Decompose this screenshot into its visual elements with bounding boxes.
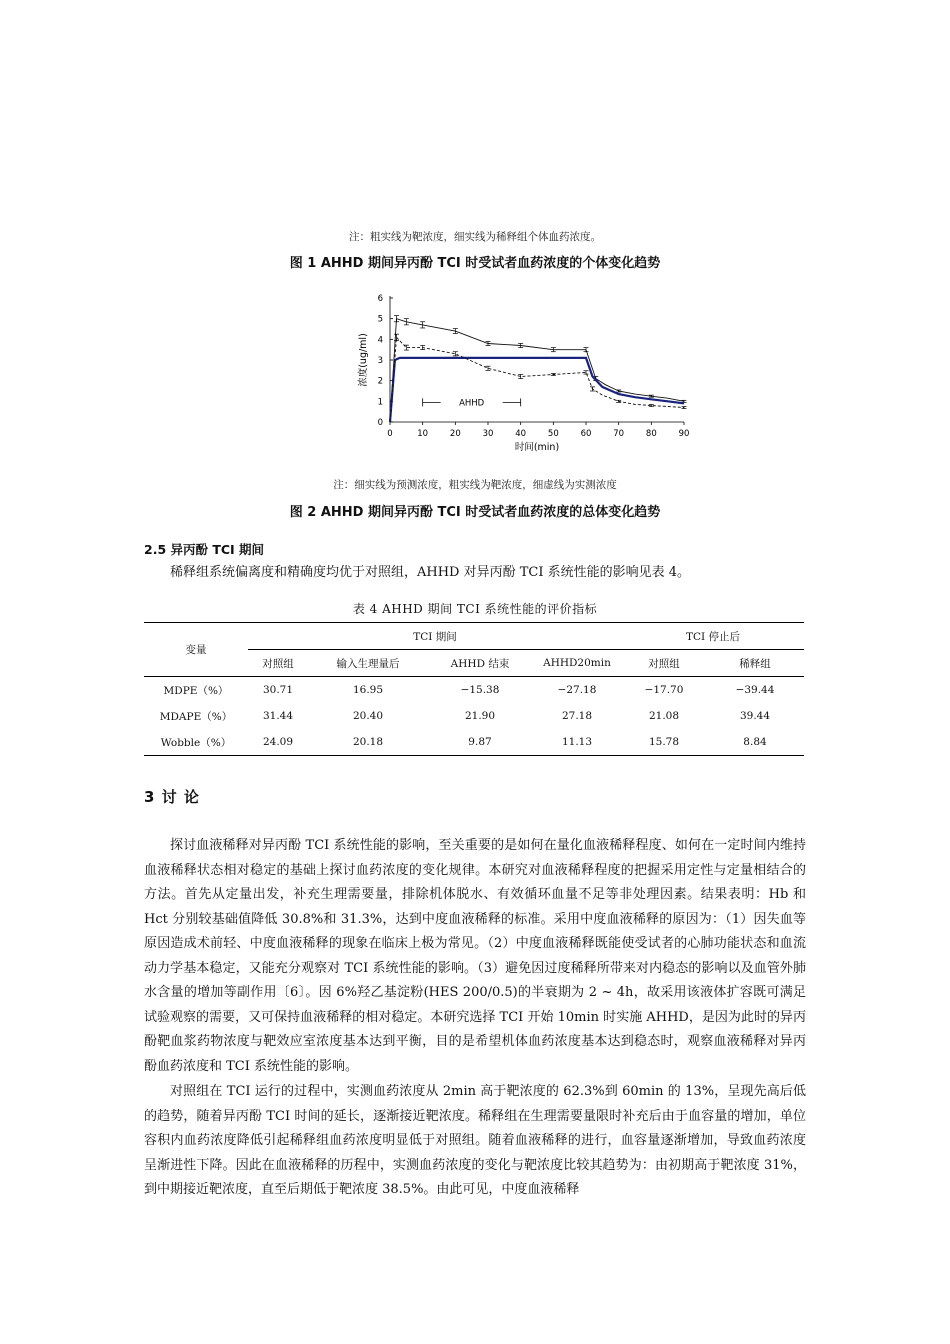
table4-row-label: MDAPE（%） [159, 710, 233, 723]
series-line-1 [390, 319, 684, 422]
table4-cell: −15.38 [460, 684, 500, 696]
section-2-5-text: 稀释组系统偏离度和精确度均优于对照组，AHHD 对异丙酚 TCI 系统性能的影响见表 4。 [170, 565, 691, 580]
table4-row-label: Wobble（%） [160, 736, 232, 749]
table4-col-variable: 变量 [144, 623, 248, 677]
x-tick-label: 50 [547, 429, 559, 439]
y-tick-label: 1 [377, 397, 383, 408]
table4-subheader: 稀释组 [739, 657, 771, 670]
table4-subheader: AHHD20min [543, 657, 611, 669]
section-3-para-1: 探讨血液稀释对异丙酚 TCI 系统性能的影响，至关重要的是如何在量化血液稀释程度、如何在一定时间内维持血液稀释状态相对稳定的基础上探讨血药浓度的变化规律。本研究对血液稀释程度的把握采用定性与定量相结合的方法。首先从定量出发，补充生理需要量，排除机体脱水、有效循环血量不足等非处理因素。结果表明：Hb 和 Hct 分别较基础值降低 30.8%和 31.3%，达到中度血液稀释的标准。采用中度血液稀释的原因为：（1）因失血等原因造成术前轻、中度血液稀释的现象在临床上极为常见。（2）中度血液稀释既能使受试者的心肺功能状态和血流动力学基本稳定，又能充分观察对 TCI 系统性能的影响。（3）避免因过度稀释所带来对内稳态的影响以及血管外肺水含量的增加等副作用〔6〕。因 6%羟乙基淀粉(HES 200/0.5)的半衰期为 2 ~ 4h，故采用该液体扩容既可满足试验观察的需要，又可保持血液稀释的相对稳定。本研究选择 TCI 开始 10min 时实施 AHHD，是因为此时的异丙酚靶血浆药物浓度与靶效应室浓度基本达到平衡，目的是希望机体血药浓度基本达到稳态时，观察血液稀释对异丙酚血药浓度和 TCI 系统性能的影响。 [144, 838, 806, 1074]
table4-cell: 16.95 [352, 684, 384, 696]
table-row [144, 729, 804, 756]
table4-title: 表 4 AHHD 期间 TCI 系统性能的评价指标 [352, 602, 598, 616]
table4-cell: 30.71 [262, 684, 294, 696]
table4-cell: 15.78 [648, 736, 680, 748]
table4-cell: 31.44 [262, 710, 294, 722]
table4-cell: 27.18 [561, 710, 593, 722]
section-3-heading: 3 讨 论 [144, 788, 200, 806]
table4-cell: 8.84 [743, 736, 767, 748]
fig2-chart [340, 286, 710, 466]
table4-cell: −17.70 [644, 684, 684, 696]
table4-cell: 21.90 [464, 710, 496, 722]
table4-group-tci-period: TCI 期间 [248, 623, 622, 650]
y-tick-label: 0 [377, 418, 383, 428]
fig2-caption: 图 2 AHHD 期间异丙酚 TCI 时受试者血药浓度的总体变化趋势 [289, 505, 661, 520]
x-tick-label: 80 [645, 429, 657, 439]
x-tick-label: 60 [580, 429, 592, 439]
y-tick-label: 5 [377, 314, 383, 325]
table4-cell: 39.44 [739, 710, 771, 722]
section-2-5-heading: 2.5 异丙酚 TCI 期间 [144, 542, 265, 557]
series-line-2 [390, 358, 684, 422]
table4-row-label: MDPE（%） [163, 684, 229, 697]
fig2-note: 注：细实线为预测浓度，粗实线为靶浓度，细虚线为实测浓度 [333, 479, 617, 491]
table4-subheader: 输入生理量后 [336, 657, 400, 670]
table4-cell: 24.09 [262, 736, 294, 748]
table4-cell: −39.44 [735, 684, 775, 696]
table4-cell: −27.18 [557, 684, 597, 696]
x-axis-label: 时间(min) [514, 442, 560, 453]
table4-subheader: 对照组 [648, 657, 680, 670]
x-tick-label: 0 [387, 429, 393, 439]
fig1-note: 注：粗实线为靶浓度，细实线为稀释组个体血药浓度。 [349, 231, 601, 243]
table4-subheader: AHHD 结束 [450, 657, 510, 670]
x-tick-label: 70 [613, 429, 625, 439]
fig1-caption: 图 1 AHHD 期间异丙酚 TCI 时受试者血药浓度的个体变化趋势 [289, 256, 661, 271]
table-row [144, 703, 804, 729]
y-tick-label: 3 [377, 356, 383, 366]
table4-cell: 9.87 [468, 736, 492, 748]
x-tick-label: 90 [678, 429, 690, 439]
table4-subheader: 对照组 [262, 657, 294, 670]
y-tick-label: 4 [377, 335, 383, 346]
x-tick-label: 40 [515, 429, 527, 439]
x-tick-label: 10 [417, 429, 429, 439]
table4-group-tci-stopped: TCI 停止后 [622, 623, 804, 650]
y-tick-label: 2 [377, 376, 383, 387]
table4-cell: 20.40 [352, 710, 384, 722]
table4-cell: 21.08 [648, 710, 680, 722]
x-tick-label: 30 [482, 429, 494, 439]
ahhd-annotation-label: AHHD [459, 398, 485, 409]
section-3-para-2: 对照组在 TCI 运行的过程中，实测血药浓度从 2min 高于靶浓度的 62.3%到 60min 的 13%，呈现先高后低的趋势，随着异丙酚 TCI 时间的延长，逐渐接近靶浓度。稀释组在生理需要量限时补充后由于血容量的增加，单位容积内血药浓度降低引起稀释组血药浓度明显低于对照组。随着血液稀释的进行，血容量逐渐增加，导致血药浓度呈渐进性下降。因此在血液稀释的历程中，实测血药浓度的变化与靶浓度比较其趋势为：由初期高于靶浓度 31%，到中期接近靶浓度，直至后期低于靶浓度 38.5%。由此可见，中度血液稀释 [144, 1084, 806, 1197]
y-tick-label: 6 [377, 294, 383, 304]
table-row [144, 677, 804, 704]
table4-cell: 20.18 [352, 736, 384, 748]
table4 [144, 622, 804, 756]
y-axis-label: 浓度(ug/ml) [358, 333, 369, 387]
x-tick-label: 20 [449, 429, 461, 439]
table4-cell: 11.13 [561, 736, 593, 748]
series-line-3 [390, 337, 684, 422]
